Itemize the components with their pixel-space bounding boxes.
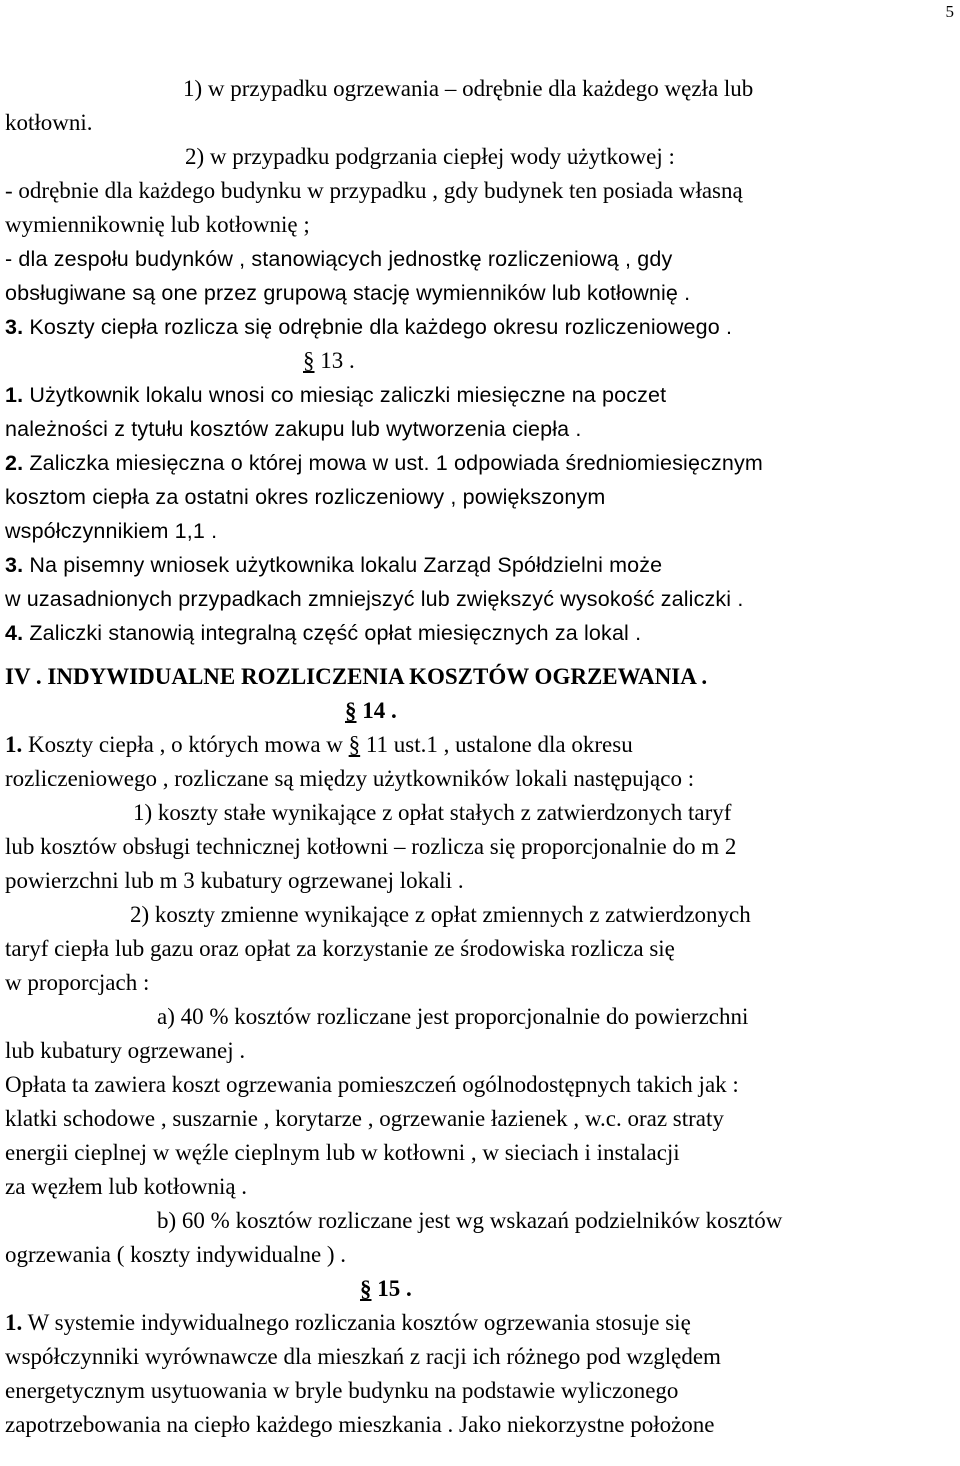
text-line: zapotrzebowania na ciepło każdego mieszkania . Jako niekorzystne położone [5, 1412, 715, 1437]
numbered-paragraph [5, 548, 960, 582]
spacer [5, 650, 960, 660]
text-line: lub kubatury ogrzewanej . [5, 1038, 246, 1063]
text-line: W systemie indywidualnego rozliczania kosztów ogrzewania stosuje się [22, 1310, 691, 1335]
item-number: 2. [5, 451, 24, 475]
numbered-paragraph [5, 446, 960, 480]
text-line: a) 40 % kosztów rozliczane jest proporcjonalnie do powierzchni [157, 1004, 749, 1029]
text-line: klatki schodowe , suszarnie , korytarze , ogrzewanie łazienek , w.c. oraz straty [5, 1106, 724, 1131]
text-line: współczynniki wyrównawcze dla mieszkań z racji ich różnego pod względem [5, 1344, 721, 1369]
text-line: 2) w przypadku podgrzania ciepłej wody użytkowej : [185, 144, 675, 169]
text-line: Użytkownik lokalu wnosi co miesiąc zaliczki miesięczne na poczet [23, 383, 667, 407]
numbered-paragraph [5, 310, 960, 344]
text-line: taryf ciepła lub gazu oraz opłat za korzystanie ze środowiska rozlicza się [5, 936, 675, 961]
section-symbol: § [345, 698, 357, 723]
text-line: lub kosztów obsługi technicznej kotłowni – rozlicza się proporcjonalnie do m 2 [5, 834, 737, 859]
text-line: za węzłem lub kotłownią . [5, 1174, 248, 1199]
item-number: 3. [5, 553, 24, 577]
text-line: rozliczeniowego , rozliczane są między użytkowników lokali następująco : [5, 766, 695, 791]
text-line: Koszty ciepła rozlicza się odrębnie dla każdego okresu rozliczeniowego . [23, 315, 733, 339]
numbered-paragraph [5, 728, 960, 762]
text-line: obsługiwane są one przez grupową stację wymienników lub kotłownię . [5, 281, 691, 305]
text-line: powierzchni lub m 3 kubatury ogrzewanej lokali . [5, 868, 464, 893]
item-number: 1. [5, 732, 23, 757]
text-line: w proporcjach : [5, 970, 150, 995]
text-line: Na pisemny wniosek użytkownika lokalu Zarząd Spółdzielni może [23, 553, 663, 577]
text-line: b) 60 % kosztów rozliczane jest wg wskazań podzielników kosztów [157, 1208, 783, 1233]
section-symbol: § [303, 348, 315, 373]
text-line: 1) w przypadku ogrzewania – odrębnie dla każdego węzła lub [183, 76, 754, 101]
text-line: kotłowni. [5, 110, 93, 135]
text-fragment: Koszty ciepła , o których mowa w [22, 732, 349, 757]
page-number: 5 [945, 2, 954, 21]
section-heading-14 [5, 694, 960, 728]
text-line: Zaliczki stanowią integralną część opłat miesięcznych za lokal . [23, 621, 642, 645]
text-line: Zaliczka miesięczna o której mowa w ust. 1 odpowiada średniomiesięcznym [23, 451, 763, 475]
item-number: 4. [5, 621, 24, 645]
text-line: kosztom ciepła za ostatni okres rozliczeniowy , powiększonym [5, 485, 606, 509]
text-line: ogrzewania ( koszty indywidualne ) . [5, 1242, 347, 1267]
section-number: 13 . [314, 348, 355, 373]
text-line: - dla zespołu budynków , stanowiących jednostkę rozliczeniową , gdy [5, 247, 673, 271]
section-symbol: § [360, 1276, 372, 1301]
section-number: 14 . [356, 698, 397, 723]
section-heading-15 [5, 1272, 960, 1306]
section-heading-13 [5, 344, 960, 378]
item-number: 1. [5, 1310, 23, 1335]
section-number: 15 . [371, 1276, 412, 1301]
text-line: 1) koszty stałe wynikające z opłat stałych z zatwierdzonych taryf [133, 800, 732, 825]
text-line: energetycznym usytuowania w bryle budynku na podstawie wyliczonego [5, 1378, 679, 1403]
section-symbol: § [348, 732, 361, 757]
text-line: - odrębnie dla każdego budynku w przypadku , gdy budynek ten posiada własną [5, 178, 743, 203]
numbered-paragraph [5, 1306, 960, 1340]
item-number: 1. [5, 383, 24, 407]
text-line: Opłata ta zawiera koszt ogrzewania pomieszczeń ogólnodostępnych takich jak : [5, 1072, 739, 1097]
text-line: energii cieplnej w węźle cieplnym lub w kotłowni , w sieciach i instalacji [5, 1140, 680, 1165]
numbered-paragraph [5, 378, 960, 412]
chapter-heading: IV . INDYWIDUALNE ROZLICZENIA KOSZTÓW OGRZEWANIA . [5, 664, 708, 689]
numbered-paragraph [5, 616, 960, 650]
text-line: w uzasadnionych przypadkach zmniejszyć lub zwiększyć wysokość zaliczki . [5, 587, 744, 611]
item-number: 3. [5, 315, 24, 339]
document-body [5, 72, 960, 1442]
text-line: współczynnikiem 1,1 . [5, 519, 218, 543]
text-fragment: 11 ust.1 , ustalone dla okresu [360, 732, 633, 757]
text-line: należności z tytułu kosztów zakupu lub wytworzenia ciepła . [5, 417, 582, 441]
text-line: wymiennikownię lub kotłownię ; [5, 212, 310, 237]
text-line: 2) koszty zmienne wynikające z opłat zmiennych z zatwierdzonych [130, 902, 751, 927]
